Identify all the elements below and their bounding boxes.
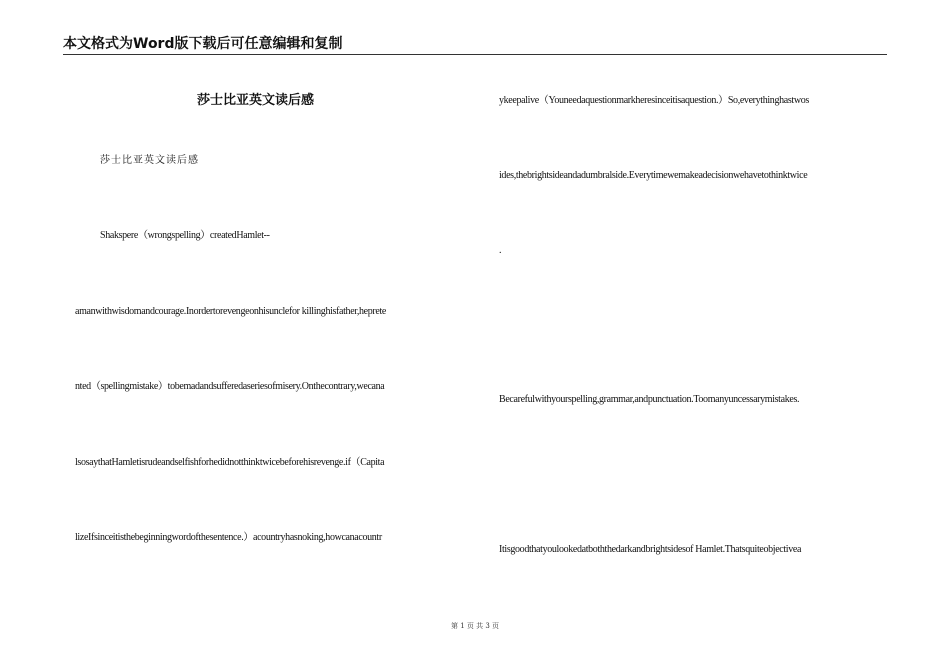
right-column-line: . — [499, 245, 502, 256]
right-column-line: ides,thebrightsideandadumbralside.Everytimewemakeadecisionwehavetothinktwice — [499, 170, 808, 181]
left-column-line: Shakspere（wrongspelling）createdHamlet-- — [100, 230, 270, 241]
left-column-line: nted（spellingmistake）tobemadandsufferedaseriesofmisery.Onthecontrary,wecana — [75, 381, 385, 392]
page-header: 本文格式为Word版下载后可任意编辑和复制 — [63, 36, 343, 52]
right-column-line: Itisgoodthatyoulookedatboththedarkandbrightsidesof Hamlet.Thatsquiteobjectivea — [499, 544, 802, 555]
document-title: 莎士比亚英文读后感 — [197, 93, 315, 108]
right-column-line: Becarefulwithyourspelling,grammar,andpunctuation.Toomanyuncessarymistakes. — [499, 394, 800, 405]
header-divider — [63, 54, 887, 55]
left-column-line: amanwithwisdomandcourage.Inordertorevengeonhisunclefor killinghisfather,heprete — [75, 306, 386, 317]
right-column-line: ykeepalive（Youneedaquestionmarkheresinceitisaquestion.）So,everythinghastwos — [499, 95, 809, 106]
left-column-line: lsosaythatHamletisrudeandselfishforhedidnotthinktwicebeforehisrevenge.if（Capita — [75, 457, 385, 468]
left-column-line: lizeIfsinceitisthebeginningwordofthesentence.）acountryhasnoking,howcanacountr — [75, 532, 382, 543]
document-subtitle: 莎士比亚英文读后感 — [100, 155, 199, 166]
page-number: 第 1 页 共 3 页 — [450, 622, 500, 630]
